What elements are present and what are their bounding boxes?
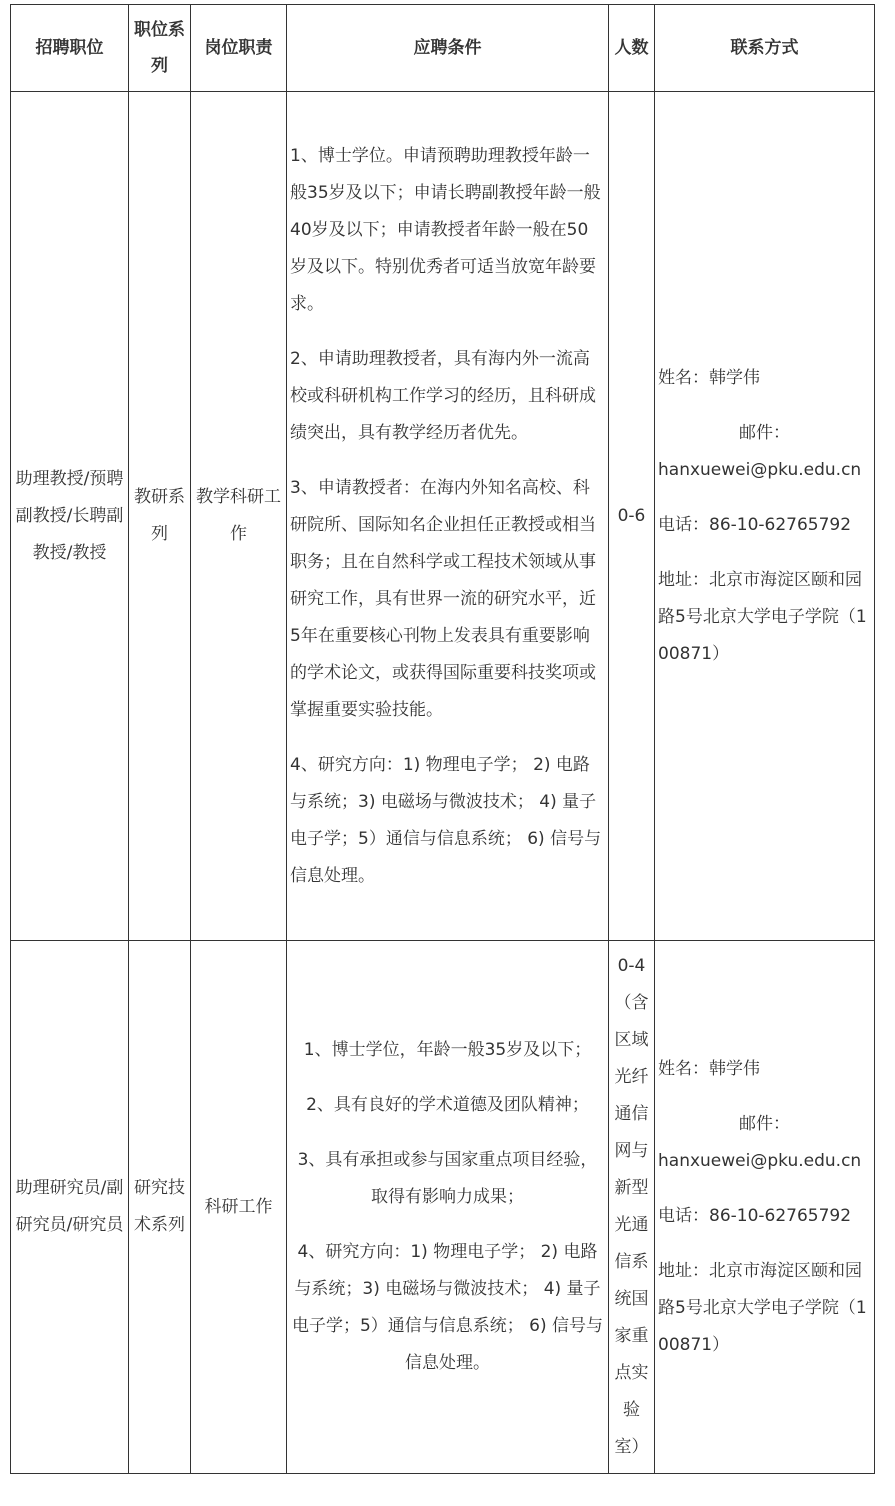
recruitment-table	[10, 4, 875, 1474]
cell-series: 教研系列	[129, 92, 191, 941]
requirement-item: 3、具有承担或参与国家重点项目经验，取得有影响力成果；	[297, 1150, 598, 1207]
header-position: 招聘职位	[11, 5, 129, 92]
cell-duty: 科研工作	[191, 941, 287, 1474]
contact-email-label: 邮件：	[739, 1113, 790, 1134]
cell-duty: 教学科研工作	[191, 92, 287, 941]
header-duty: 岗位职责	[191, 5, 287, 92]
contact-email: hanxuewei@pku.edu.cn	[658, 459, 862, 480]
cell-contact	[655, 92, 875, 941]
table-row	[11, 941, 875, 1474]
contact-phone: 电话：86-10-62765792	[658, 1205, 852, 1226]
cell-count: 0-6	[609, 92, 655, 941]
requirement-item: 2、具有良好的学术道德及团队精神；	[306, 1095, 589, 1115]
contact-name: 姓名：韩学伟	[658, 1058, 760, 1079]
header-count: 人数	[609, 5, 655, 92]
requirement-item: 1、博士学位，年龄一般35岁及以下；	[303, 1040, 592, 1060]
cell-contact	[655, 941, 875, 1474]
requirement-item: 3、申请教授者：在海内外知名高校、科研院所、国际知名企业担任正教授或相当职务；且在自然科学或工程技术领域从事研究工作，具有世界一流的研究水平，近5年在重要核心刊物上发表具有重要影响的学术论文，或获得国际重要科技奖项或掌握重要实验技能。	[290, 477, 596, 720]
contact-address: 地址：北京市海淀区颐和园路5号北京大学电子学院（100871）	[658, 1260, 867, 1355]
requirement-item: 4、研究方向：1) 物理电子学； 2) 电路与系统；3) 电磁场与微波技术； 4) 量子电子学；5）通信与信息系统； 6) 信号与信息处理。	[290, 754, 602, 886]
requirement-item: 1、博士学位。申请预聘助理教授年龄一般35岁及以下；申请长聘副教授年龄一般40岁及以下；申请教授者年龄一般在50岁及以下。特别优秀者可适当放宽年龄要求。	[290, 145, 601, 314]
header-contact: 联系方式	[655, 5, 875, 92]
cell-requirements	[287, 92, 609, 941]
table-row	[11, 92, 875, 941]
header-series: 职位系列	[129, 5, 191, 92]
cell-requirements	[287, 941, 609, 1474]
cell-position: 助理研究员/副研究员/研究员	[11, 941, 129, 1474]
contact-email-label: 邮件：	[739, 422, 790, 443]
requirement-item: 4、研究方向：1) 物理电子学； 2) 电路与系统；3) 电磁场与微波技术； 4) 量子电子学；5）通信与信息系统； 6) 信号与信息处理。	[291, 1242, 604, 1373]
requirement-item: 2、申请助理教授者，具有海内外一流高校或科研机构工作学习的经历，且科研成绩突出，具有教学经历者优先。	[290, 348, 596, 443]
contact-phone: 电话：86-10-62765792	[658, 514, 852, 535]
header-requirements: 应聘条件	[287, 5, 609, 92]
contact-address: 地址：北京市海淀区颐和园路5号北京大学电子学院（100871）	[658, 569, 867, 664]
cell-position: 助理教授/预聘副教授/长聘副教授/教授	[11, 92, 129, 941]
cell-series: 研究技术系列	[129, 941, 191, 1474]
table-header-row	[11, 5, 875, 92]
contact-name: 姓名：韩学伟	[658, 367, 760, 388]
cell-count: 0-4（含区域光纤通信网与新型光通信系统国家重点实验室）	[609, 941, 655, 1474]
contact-email: hanxuewei@pku.edu.cn	[658, 1150, 862, 1171]
